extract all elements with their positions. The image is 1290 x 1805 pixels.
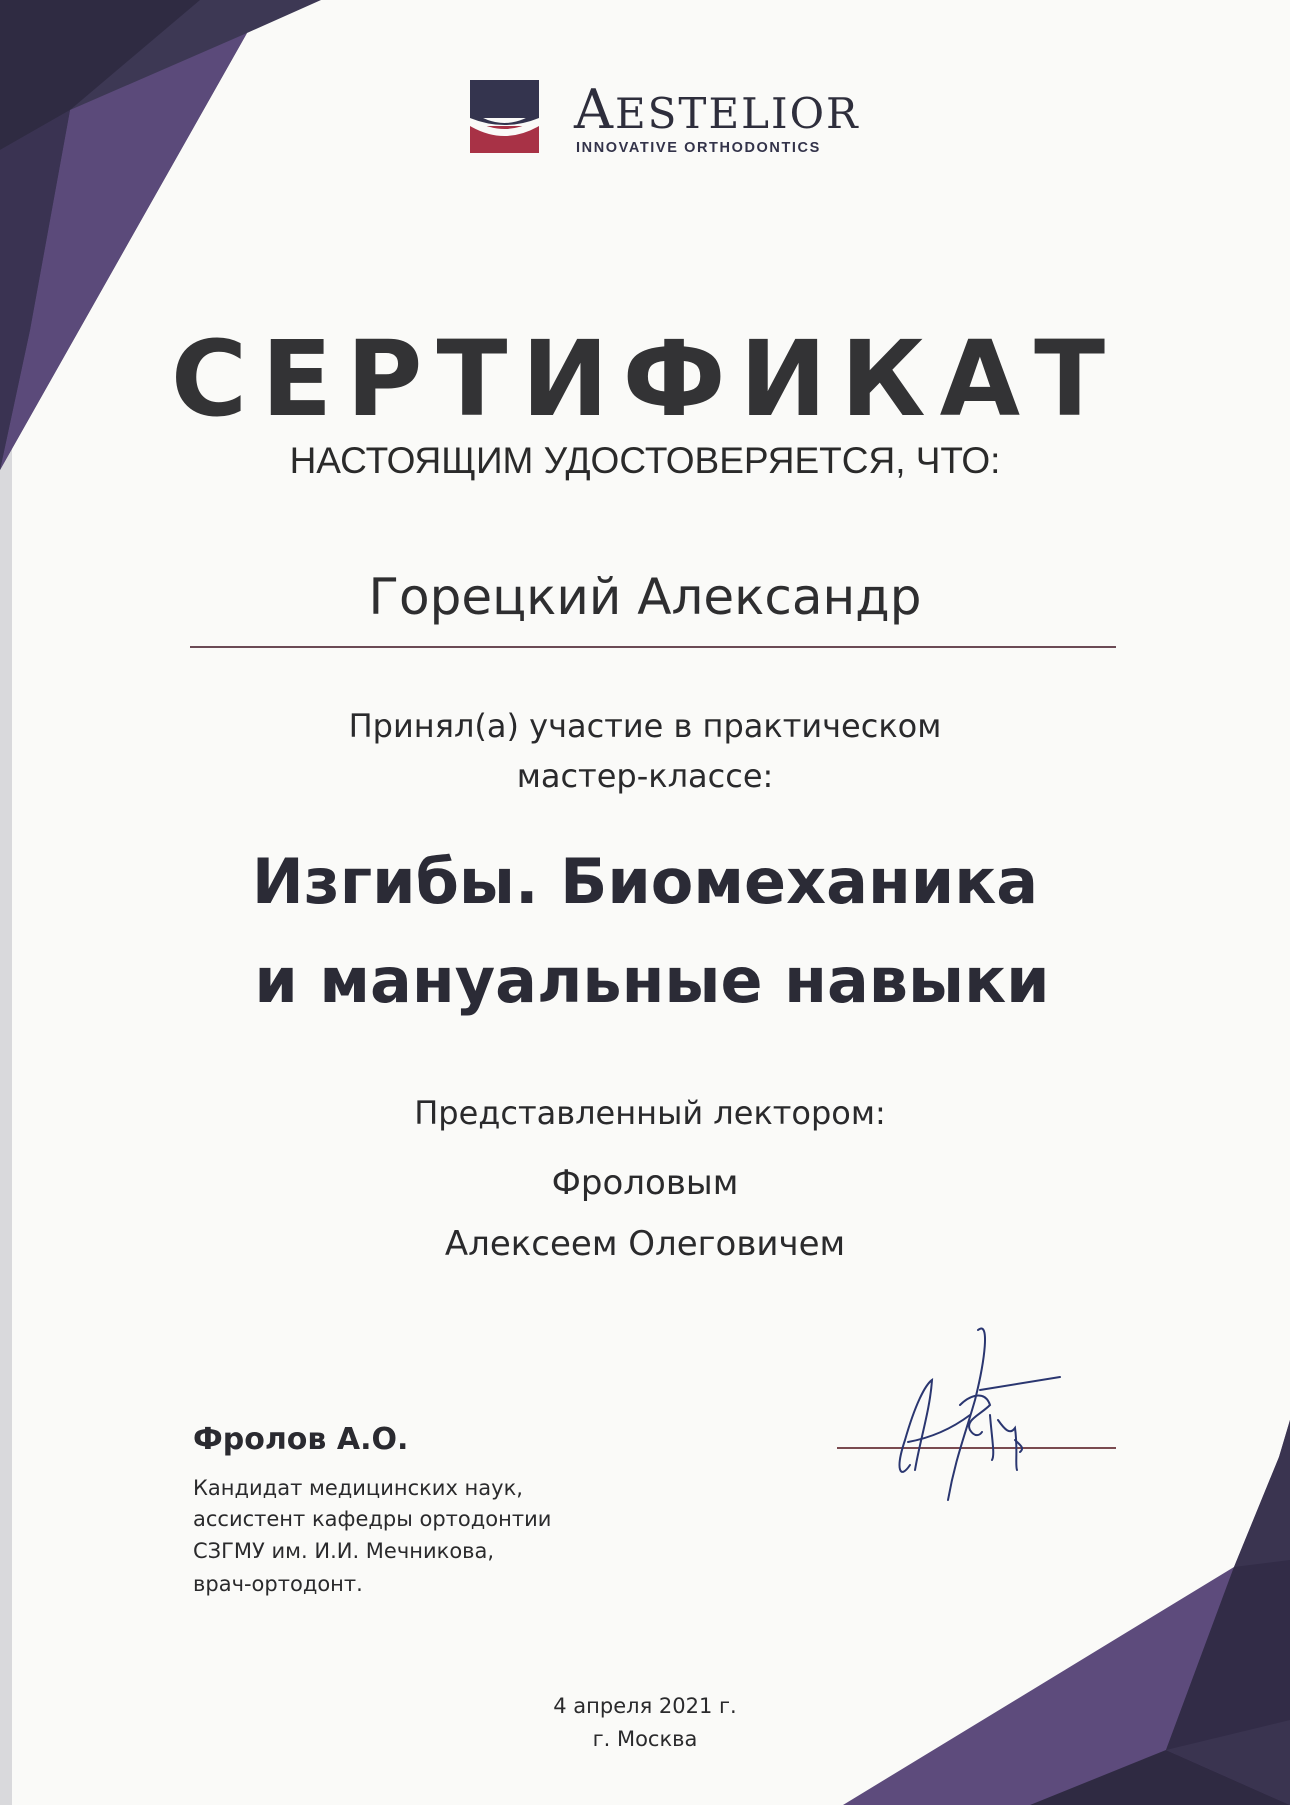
signatory-description-line: Кандидат медицинских наук, <box>193 1476 523 1500</box>
logo-brand-name: AESTELIOR <box>574 78 860 141</box>
signatory-description-line: врач-ортодонт. <box>193 1572 363 1596</box>
issue-date: 4 апреля 2021 г. <box>553 1694 737 1718</box>
logo-initial: A <box>574 78 615 141</box>
course-title-line1: Изгибы. Биомеханика <box>251 845 1039 918</box>
signatory-description-line: ассистент кафедры ортодонтии <box>193 1507 552 1531</box>
participation-text-line2: мастер-классе: <box>516 757 774 795</box>
certificate-title: СЕРТИФИКАТ <box>170 318 1120 440</box>
lecturer-name-line1: Фроловым <box>551 1163 739 1203</box>
lecturer-name-line2: Алексеем Олеговичем <box>444 1224 846 1264</box>
course-title-line2: и мануальные навыки <box>254 944 1050 1017</box>
recipient-name: Горецкий Александр <box>368 568 922 626</box>
lecturer-label: Представленный лектором: <box>414 1094 886 1132</box>
logo-tagline: INNOVATIVE ORTHODONTICS <box>576 140 821 156</box>
signatory-name: Фролов А.О. <box>193 1422 409 1457</box>
handwritten-signature <box>880 1320 1100 1520</box>
certificate-subtitle: НАСТОЯЩИМ УДОСТОВЕРЯЕТСЯ, ЧТО: <box>289 440 1001 481</box>
issue-city: г. Москва <box>592 1727 698 1751</box>
aestelior-logo-icon <box>470 80 539 153</box>
participation-text-line1: Принял(а) участие в практическом <box>348 707 942 745</box>
recipient-underline <box>190 646 1116 648</box>
signatory-description-line: СЗГМУ им. И.И. Мечникова, <box>193 1539 495 1563</box>
